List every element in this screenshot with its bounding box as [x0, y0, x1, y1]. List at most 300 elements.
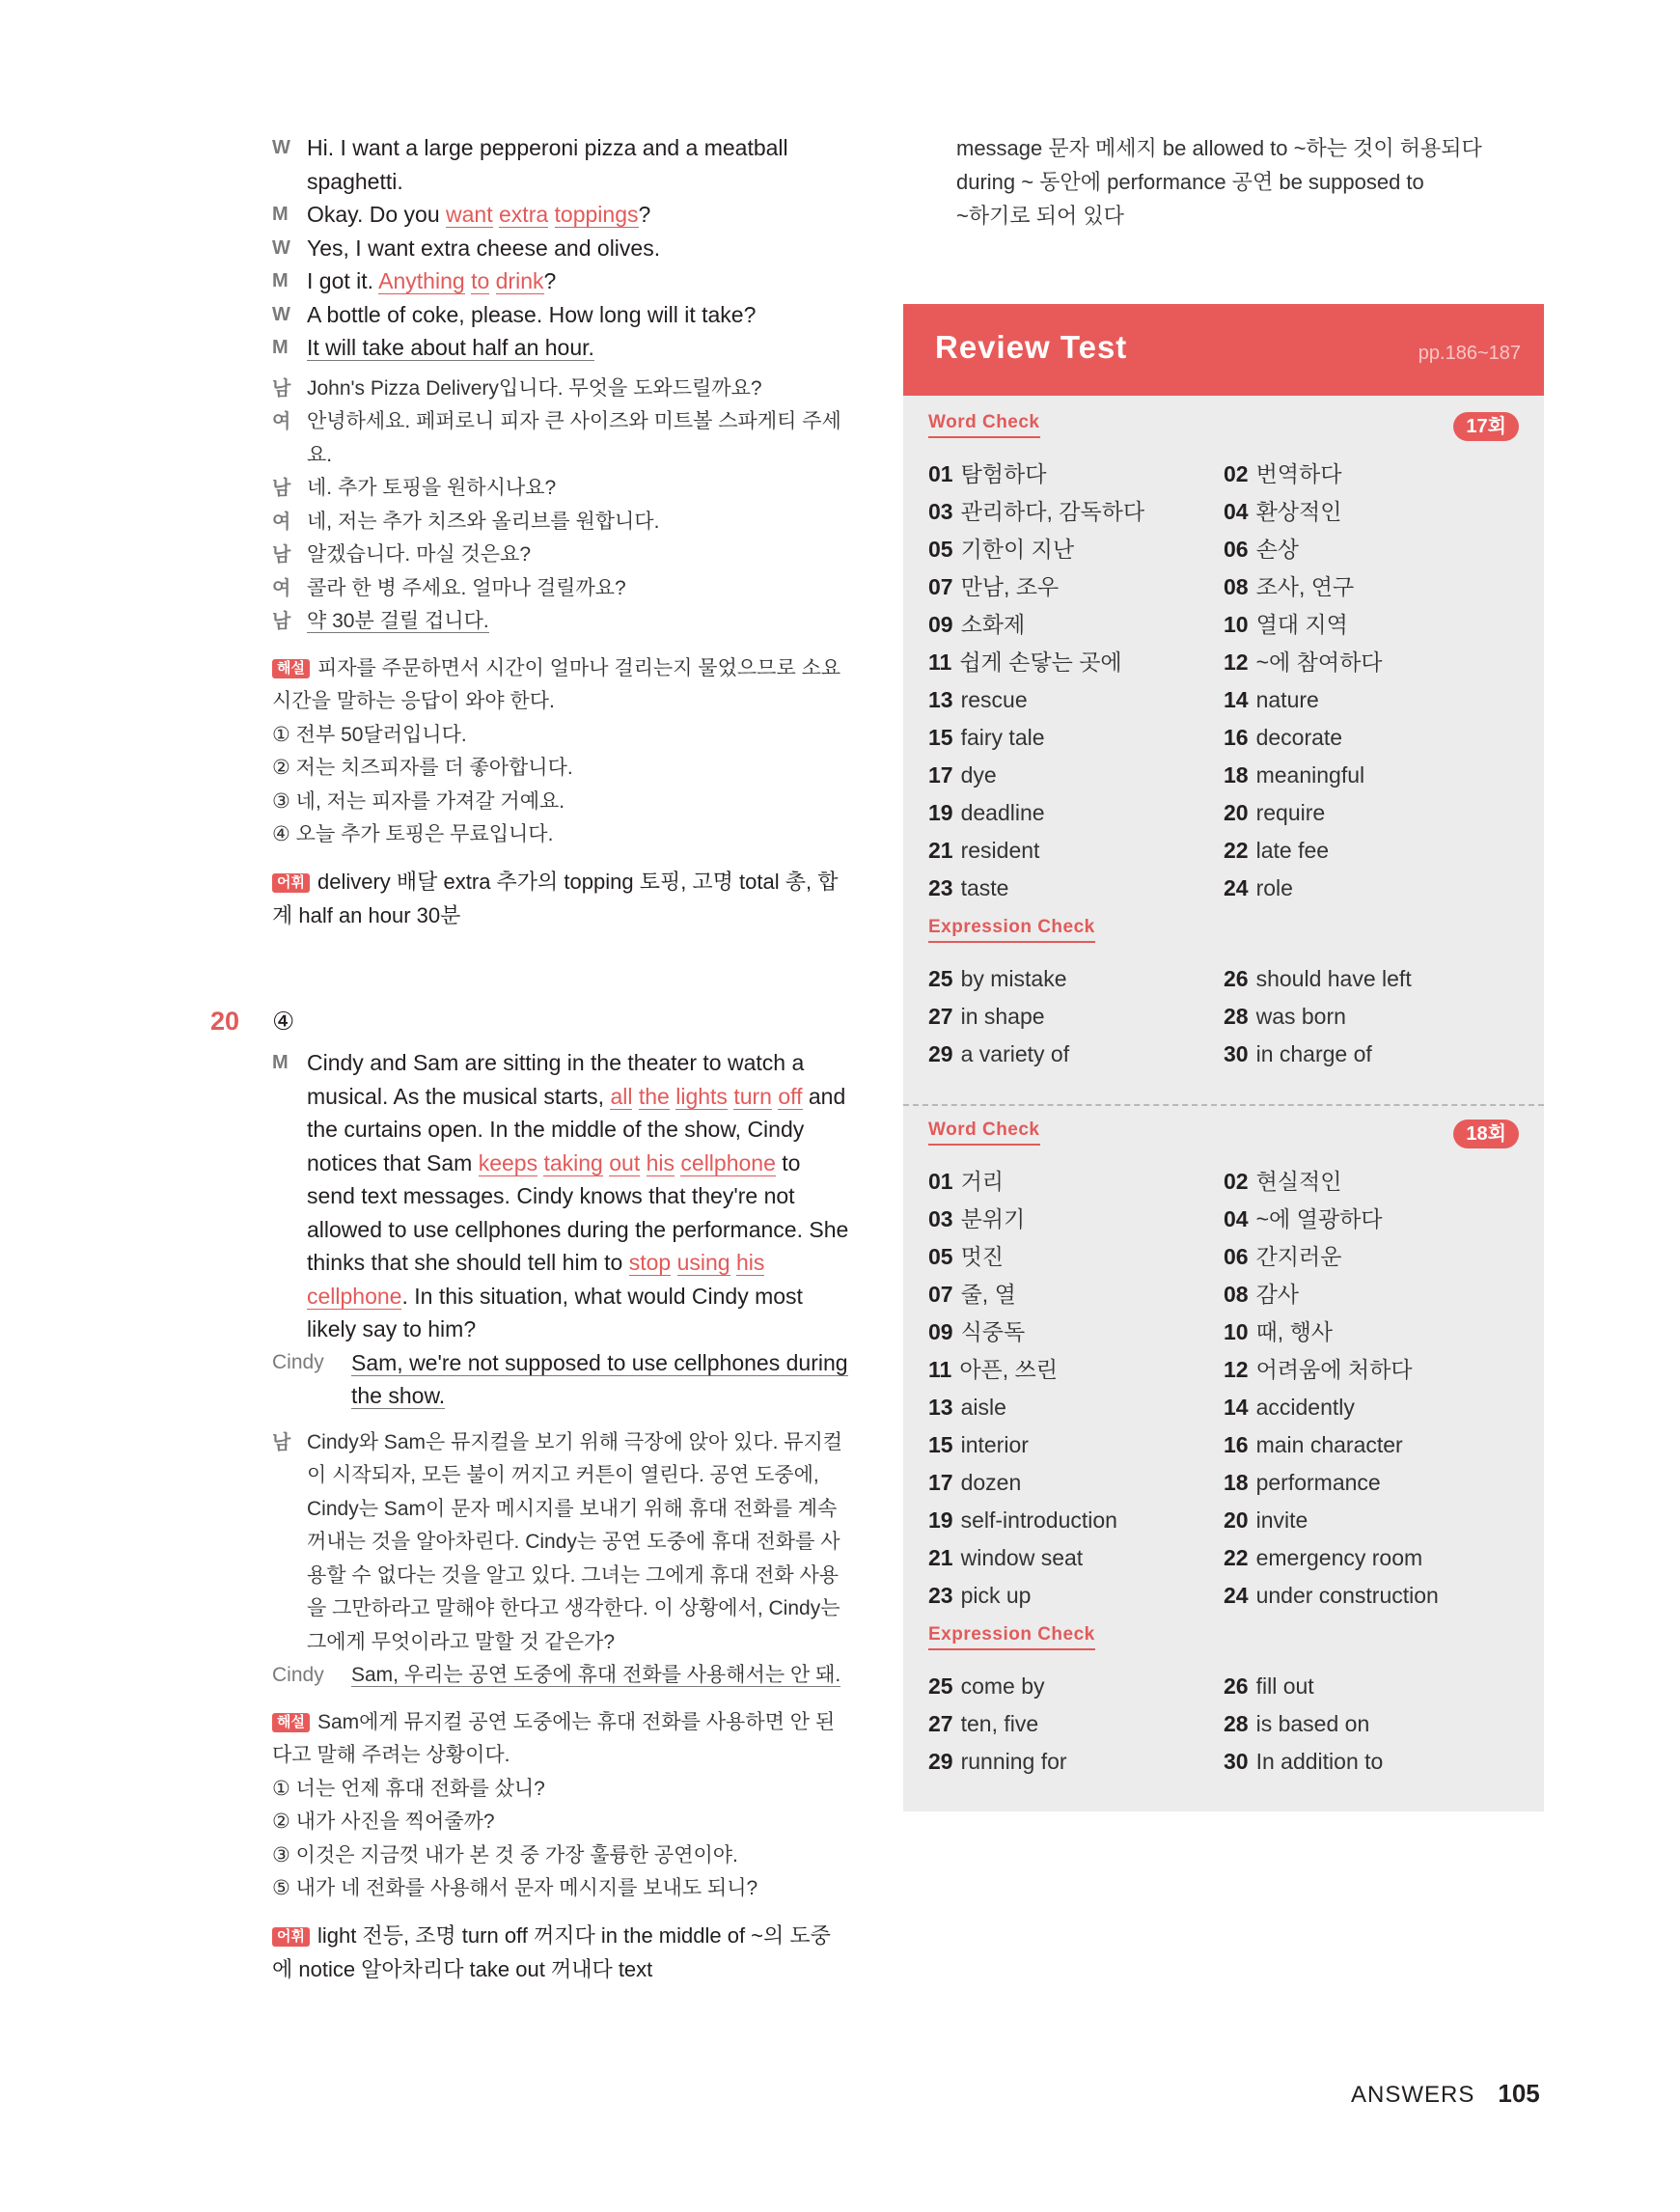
item-answer: 아픈, 쓰린 [959, 1357, 1058, 1382]
item-answer: invite [1255, 1507, 1308, 1533]
expression-item [928, 1705, 1224, 1743]
translation-run: 약 30분 걸릴 겁니다. [307, 610, 489, 632]
item-answer: 줄, 열 [960, 1282, 1016, 1307]
blank-answer: want [446, 202, 493, 227]
word-check-label: Word Check [928, 412, 1040, 438]
expression-item [1224, 998, 1519, 1036]
item-number: 11 [928, 650, 952, 675]
item-number: 20 [1224, 800, 1249, 825]
vocab-tag: 어휘 [272, 1927, 310, 1947]
translation-line [272, 472, 851, 506]
word-item [1224, 1577, 1519, 1615]
blank-answer: using [676, 1250, 730, 1275]
item-answer: 만남, 조우 [960, 574, 1060, 599]
blank-answer: lights [675, 1083, 728, 1109]
word-check-header [928, 1120, 1519, 1146]
word-item [1224, 606, 1519, 644]
blank-answer: toppings [554, 202, 639, 227]
answer-option: ① 전부 50달러입니다. [272, 723, 467, 746]
text-run [640, 1150, 646, 1175]
item-answer: decorate [1255, 725, 1343, 750]
word-item [1224, 1276, 1519, 1313]
text-run: It will take about half an hour. [307, 335, 594, 360]
speaker-label: Cindy [272, 1350, 324, 1373]
translation-line [272, 539, 851, 572]
item-number: 15 [928, 1432, 953, 1457]
word-item [928, 493, 1224, 531]
item-answer: in shape [960, 1004, 1045, 1029]
item-number: 27 [928, 1004, 953, 1029]
item-answer: come by [960, 1673, 1045, 1699]
item-number: 14 [1224, 687, 1249, 712]
word-item [1224, 1201, 1519, 1238]
item-answer: 쉽게 손닿는 곳에 [959, 650, 1122, 675]
item-number: 04 [1224, 1206, 1249, 1231]
item-answer: window seat [960, 1545, 1084, 1570]
expression-item [1224, 1705, 1519, 1743]
word-item [928, 832, 1224, 870]
word-item [1224, 1351, 1519, 1389]
blank-answer: cellphone [680, 1149, 776, 1175]
item-answer: 멋진 [960, 1244, 1005, 1269]
item-answer: 어려움에 처하다 [1255, 1357, 1413, 1382]
item-answer: 분위기 [960, 1206, 1026, 1231]
translation-run: John's Pizza Delivery입니다. 무엇을 도와드릴까요? [307, 376, 762, 400]
translation-run: 안녕하세요. 페퍼로니 피자 큰 사이즈와 미트볼 스파게티 주세요. [307, 410, 841, 466]
blank-answer: Anything [378, 268, 465, 293]
blank-answer: turn [733, 1083, 772, 1109]
item-number: 18 [1224, 1470, 1249, 1495]
blank-answer: off [778, 1083, 803, 1109]
answer-option: ③ 네, 저는 피자를 가져갈 거예요. [272, 789, 565, 813]
text-run: ? [638, 202, 651, 227]
translation-text [307, 472, 851, 506]
item-number: 17 [928, 762, 953, 788]
item-answer: 열대 지역 [1255, 612, 1348, 637]
item-number: 29 [928, 1749, 953, 1774]
item-answer: was born [1255, 1004, 1346, 1029]
translation-line [272, 572, 851, 606]
translation-text [307, 506, 851, 539]
word-item [928, 1389, 1224, 1426]
speaker-label: 여 [272, 511, 291, 533]
item-number: 08 [1224, 574, 1249, 599]
left-column-q20 [272, 1046, 851, 1988]
review-header [903, 304, 1544, 396]
item-answer: 거리 [960, 1169, 1005, 1194]
text-run: and the curtains open. In the middle of the show, Cindy notices that Sam [307, 1083, 846, 1175]
dialogue-text [307, 298, 851, 332]
translation-text [307, 605, 851, 639]
speaker-label: 여 [272, 411, 291, 432]
item-answer: running for [960, 1749, 1067, 1774]
item-number: 03 [928, 499, 953, 524]
item-answer: 소화제 [960, 612, 1026, 637]
item-number: 05 [928, 1244, 953, 1269]
item-answer: pick up [960, 1583, 1032, 1608]
blank-answer: all [610, 1083, 633, 1109]
speaker-label: W [272, 236, 290, 259]
explanation-2 [272, 1706, 851, 1906]
speaker-label: 남 [272, 377, 291, 400]
item-number: 07 [928, 1282, 953, 1307]
word-item [928, 794, 1224, 832]
footer-label: ANSWERS [1351, 2082, 1475, 2108]
expression-check-header [928, 917, 1519, 943]
word-item [1224, 870, 1519, 907]
vocab-continued [903, 131, 1544, 233]
item-answer: 때, 행사 [1255, 1319, 1334, 1344]
speaker-label: M [272, 270, 289, 291]
word-item [1224, 832, 1519, 870]
item-answer: in charge of [1255, 1041, 1372, 1066]
item-number: 26 [1224, 966, 1249, 991]
translation-text [307, 539, 851, 572]
word-item [1224, 1539, 1519, 1577]
dialogue-text [307, 264, 851, 298]
item-number: 10 [1224, 612, 1249, 637]
answer-text: Sam, 우리는 공연 도중에 휴대 전화를 사용해서는 안 돼. [351, 1664, 841, 1686]
item-number: 22 [1224, 1545, 1249, 1570]
expression-item [1224, 1036, 1519, 1073]
item-number: 06 [1224, 537, 1249, 562]
answer-option: ③ 이것은 지금껏 내가 본 것 중 가장 훌륭한 공연이야. [272, 1843, 738, 1866]
translation-text [307, 373, 851, 406]
word-item [928, 1313, 1224, 1351]
dialogue-2-text [307, 1046, 851, 1346]
item-number: 17 [928, 1470, 953, 1495]
item-number: 30 [1224, 1749, 1249, 1774]
item-number: 16 [1224, 1432, 1249, 1457]
item-number: 22 [1224, 838, 1249, 863]
item-number: 07 [928, 574, 953, 599]
item-answer: In addition to [1255, 1749, 1384, 1774]
word-item [1224, 1238, 1519, 1276]
blank-answer: the [638, 1083, 670, 1109]
item-answer: resident [960, 838, 1040, 863]
text-run: to send text messages. Cindy knows that they're not allowed to use cellphones during the performance. She thinks that she should tell him to [307, 1149, 849, 1275]
text-run: A bottle of coke, please. How long will it take? [307, 301, 757, 327]
blank-answer: cellphone [307, 1283, 402, 1309]
explanation-1 [272, 652, 851, 852]
word-item [1224, 1389, 1519, 1426]
vocab-tag: 어휘 [272, 873, 310, 893]
item-number: 24 [1224, 875, 1249, 900]
expression-check-header [928, 1624, 1519, 1650]
item-answer: should have left [1255, 966, 1412, 991]
dialogue-1 [272, 131, 851, 365]
page-number: 105 [1498, 2079, 1540, 2108]
blank-answer: keeps [478, 1149, 538, 1175]
item-answer: late fee [1255, 838, 1330, 863]
question-number: 20 [210, 1007, 240, 1036]
expression-item [928, 1668, 1224, 1705]
word-item [928, 606, 1224, 644]
translation-2-text: Cindy와 Sam은 뮤지컬을 보기 위해 극장에 앉아 있다. 뮤지컬이 시작되자, 모든 불이 꺼지고 커튼이 열린다. 공연 도중에, Cindy는 Sam이 문자 메시지를 보내기 위해 휴대 전화를 계속 꺼내는 것을 알아차린다. Cindy는 공연 도중에 휴대 전화를 사용할 수 없다는 것을 알고 있다. 그녀는 그에게 휴대 전화 사용을 그만하라고 말해야 한다고 생각한다. 이 상황에서, Cindy는 그에게 무엇이라고 말할 것 같은가? [307, 1430, 843, 1653]
item-number: 20 [1224, 1507, 1249, 1533]
item-answer: main character [1255, 1432, 1403, 1457]
translation-2-answer [272, 1659, 851, 1693]
item-answer: rescue [960, 687, 1028, 712]
item-number: 03 [928, 1206, 953, 1231]
item-answer: require [1255, 800, 1326, 825]
word-item [928, 1351, 1224, 1389]
text-run [632, 1084, 638, 1109]
item-number: 25 [928, 1673, 953, 1699]
item-number: 12 [1224, 1357, 1249, 1382]
item-answer: self-introduction [960, 1507, 1117, 1533]
blank-answer: extra [499, 202, 549, 227]
speaker-label: 남 [272, 611, 291, 632]
text-run: Hi. I want a large pepperoni pizza and a meatball spaghetti. [307, 135, 788, 194]
item-answer: emergency room [1255, 1545, 1423, 1570]
item-number: 28 [1224, 1004, 1249, 1029]
item-number: 26 [1224, 1673, 1249, 1699]
speaker-label: 남 [272, 1431, 291, 1453]
word-item [1224, 1313, 1519, 1351]
round-badge: 18회 [1453, 1120, 1519, 1148]
item-answer: 현실적인 [1255, 1169, 1342, 1194]
round-badge: 17회 [1453, 412, 1519, 441]
vocab-line: ~하기로 되어 있다 [956, 204, 1124, 228]
item-number: 29 [928, 1041, 953, 1066]
answer-option: ② 저는 치즈피자를 더 좋아합니다. [272, 757, 573, 779]
blank-answer: out [609, 1149, 641, 1175]
translation-line [272, 605, 851, 639]
translation-run: 네, 저는 추가 치즈와 올리브를 원합니다. [307, 510, 660, 533]
explanation-text: 피자를 주문하면서 시간이 얼마나 걸리는지 물었으므로 소요 시간을 말하는 응답이 와야 한다. [272, 656, 841, 712]
expression-item [1224, 1743, 1519, 1781]
word-item [1224, 794, 1519, 832]
blank-answer: his [735, 1250, 765, 1275]
dialogue-text [307, 232, 851, 265]
item-answer: 식중독 [960, 1319, 1026, 1344]
word-item [1224, 1426, 1519, 1464]
item-number: 08 [1224, 1282, 1249, 1307]
word-item [928, 1276, 1224, 1313]
item-number: 06 [1224, 1244, 1249, 1269]
expression-check-grid [928, 1668, 1519, 1781]
answer-option: ① 너는 언제 휴대 전화를 샀니? [272, 1777, 545, 1800]
item-number: 24 [1224, 1583, 1249, 1608]
explanation-text: Sam에게 뮤지컬 공연 도중에는 휴대 전화를 사용하면 안 된다고 말해 주려는 상황이다. [272, 1710, 836, 1766]
item-answer: 손상 [1255, 537, 1300, 562]
item-answer: 관리하다, 감독하다 [960, 499, 1145, 524]
item-number: 09 [928, 612, 953, 637]
dialogue-line [272, 198, 851, 232]
translation-line [272, 506, 851, 539]
translation-text [307, 405, 851, 472]
item-number: 27 [928, 1711, 953, 1736]
blank-answer: taking [543, 1149, 603, 1175]
word-item [928, 456, 1224, 493]
word-item [928, 1201, 1224, 1238]
dialogue-line [272, 131, 851, 198]
text-run: Yes, I want extra cheese and olives. [307, 235, 661, 261]
item-answer: role [1255, 875, 1293, 900]
speaker-label: Cindy [272, 1664, 324, 1686]
explanation-options [272, 719, 851, 852]
dialogue-2-answer [272, 1346, 851, 1413]
answer-option: ⑤ 내가 네 전화를 사용해서 문자 메시지를 보내도 되니? [272, 1877, 758, 1899]
vocab-2 [272, 1920, 851, 1988]
vocab-line: message 문자 메세지 be allowed to ~하는 것이 허용되다 [956, 136, 1482, 160]
item-number: 30 [1224, 1041, 1249, 1066]
item-answer: meaningful [1255, 762, 1365, 788]
word-item [928, 644, 1224, 681]
answer-text: Sam, we're not supposed to use cellphones during the show. [351, 1349, 848, 1408]
item-answer: dye [960, 762, 997, 788]
item-number: 01 [928, 1169, 953, 1194]
item-answer: is based on [1255, 1711, 1370, 1736]
blank-answer: stop [628, 1250, 672, 1275]
item-answer: aisle [960, 1395, 1006, 1420]
item-number: 15 [928, 725, 953, 750]
word-item [1224, 1163, 1519, 1201]
expression-check-label: Expression Check [928, 1624, 1095, 1650]
item-number: 11 [928, 1357, 952, 1382]
translation-1 [272, 373, 851, 639]
word-item [1224, 1502, 1519, 1539]
item-number: 25 [928, 966, 953, 991]
item-answer: by mistake [960, 966, 1067, 991]
translation-run: 알겠습니다. 마실 것은요? [307, 543, 532, 566]
word-item [928, 757, 1224, 794]
vocab-text: light 전등, 조명 turn off 꺼지다 in the middle of ~의 도중에 notice 알아차리다 take out 꺼내다 text [272, 1922, 831, 1981]
text-run: Okay. Do you [307, 202, 447, 227]
item-answer: dozen [960, 1470, 1022, 1495]
expression-check-label: Expression Check [928, 917, 1095, 943]
text-run: I got it. [307, 268, 379, 293]
item-number: 18 [1224, 762, 1249, 788]
item-number: 12 [1224, 650, 1249, 675]
translation-line [272, 373, 851, 406]
expression-item [928, 998, 1224, 1036]
word-item [928, 1426, 1224, 1464]
word-item [928, 719, 1224, 757]
item-answer: fairy tale [960, 725, 1045, 750]
word-item [928, 1577, 1224, 1615]
review-set-18 [928, 1120, 1519, 1781]
item-number: 05 [928, 537, 953, 562]
review-pages: pp.186~187 [1418, 343, 1521, 364]
translation-run: 콜라 한 병 주세요. 얼마나 걸릴까요? [307, 576, 626, 599]
blank-answer: drink [495, 268, 544, 293]
item-answer: accidently [1255, 1395, 1355, 1420]
item-answer: 기한이 지난 [960, 537, 1075, 562]
word-item [928, 1502, 1224, 1539]
text-run [671, 1250, 676, 1275]
translation-run: 네. 추가 토핑을 원하시나요? [307, 477, 557, 499]
explanation-tag: 해설 [272, 659, 310, 678]
speaker-label: 남 [272, 478, 291, 499]
vocab-1 [272, 866, 851, 934]
explanation-tag: 해설 [272, 1713, 310, 1732]
speaker-label: M [272, 337, 289, 358]
item-number: 13 [928, 687, 953, 712]
dialogue-line [272, 264, 851, 298]
item-answer: taste [960, 875, 1009, 900]
item-number: 10 [1224, 1319, 1249, 1344]
item-answer: 간지러운 [1255, 1244, 1342, 1269]
blank-answer: to [471, 268, 490, 293]
word-item [1224, 757, 1519, 794]
word-check-grid [928, 456, 1519, 907]
speaker-label: M [272, 204, 289, 225]
blank-answer: his [646, 1149, 675, 1175]
item-answer: nature [1255, 687, 1319, 712]
word-item [1224, 1464, 1519, 1502]
word-item [928, 681, 1224, 719]
word-check-header [928, 412, 1519, 438]
item-answer: ten, five [960, 1711, 1039, 1736]
question-answer: ④ [272, 1007, 295, 1036]
dialogue-line [272, 298, 851, 332]
translation-text [307, 572, 851, 606]
answer-option: ② 내가 사진을 찍어줄까? [272, 1811, 495, 1833]
dialogue-text [307, 131, 851, 198]
word-item [928, 1539, 1224, 1577]
translation-2 [272, 1426, 851, 1660]
word-item [1224, 493, 1519, 531]
speaker-label: 여 [272, 577, 291, 599]
item-number: 21 [928, 1545, 953, 1570]
expression-item [1224, 960, 1519, 998]
word-item [1224, 456, 1519, 493]
word-item [1224, 681, 1519, 719]
page-footer [1351, 2079, 1540, 2109]
word-check-grid [928, 1163, 1519, 1615]
item-number: 19 [928, 1507, 953, 1533]
item-answer: 환상적인 [1255, 499, 1342, 524]
word-item [1224, 719, 1519, 757]
item-answer: performance [1255, 1470, 1381, 1495]
item-number: 28 [1224, 1711, 1249, 1736]
dialogue-line [272, 232, 851, 265]
text-run: Cindy and Sam are sitting in the theater to watch a musical. As the musical starts, [307, 1050, 805, 1109]
item-number: 13 [928, 1395, 953, 1420]
item-number: 21 [928, 838, 953, 863]
item-number: 23 [928, 875, 953, 900]
item-answer: 번역하다 [1255, 461, 1342, 486]
word-item [928, 531, 1224, 568]
word-item [1224, 531, 1519, 568]
expression-check-grid [928, 960, 1519, 1073]
word-item [928, 870, 1224, 907]
divider [903, 1104, 1544, 1106]
word-item [1224, 644, 1519, 681]
answer-option: ④ 오늘 추가 토핑은 무료입니다. [272, 823, 554, 845]
text-run [730, 1250, 736, 1275]
item-number: 04 [1224, 499, 1249, 524]
item-number: 01 [928, 461, 953, 486]
item-answer: 탐험하다 [960, 461, 1047, 486]
item-answer: under construction [1255, 1583, 1439, 1608]
item-number: 09 [928, 1319, 953, 1344]
item-answer: ~에 열광하다 [1255, 1206, 1383, 1231]
vocab-line: during ~ 동안에 performance 공연 be supposed to [956, 170, 1424, 194]
item-answer: 조사, 연구 [1255, 574, 1355, 599]
word-check-label: Word Check [928, 1120, 1040, 1146]
dialogue-text [307, 198, 851, 232]
expression-item [928, 1743, 1224, 1781]
item-answer: deadline [960, 800, 1045, 825]
item-number: 02 [1224, 1169, 1249, 1194]
item-number: 19 [928, 800, 953, 825]
item-answer: 감사 [1255, 1282, 1300, 1307]
item-answer: a variety of [960, 1041, 1070, 1066]
expression-item [928, 960, 1224, 998]
